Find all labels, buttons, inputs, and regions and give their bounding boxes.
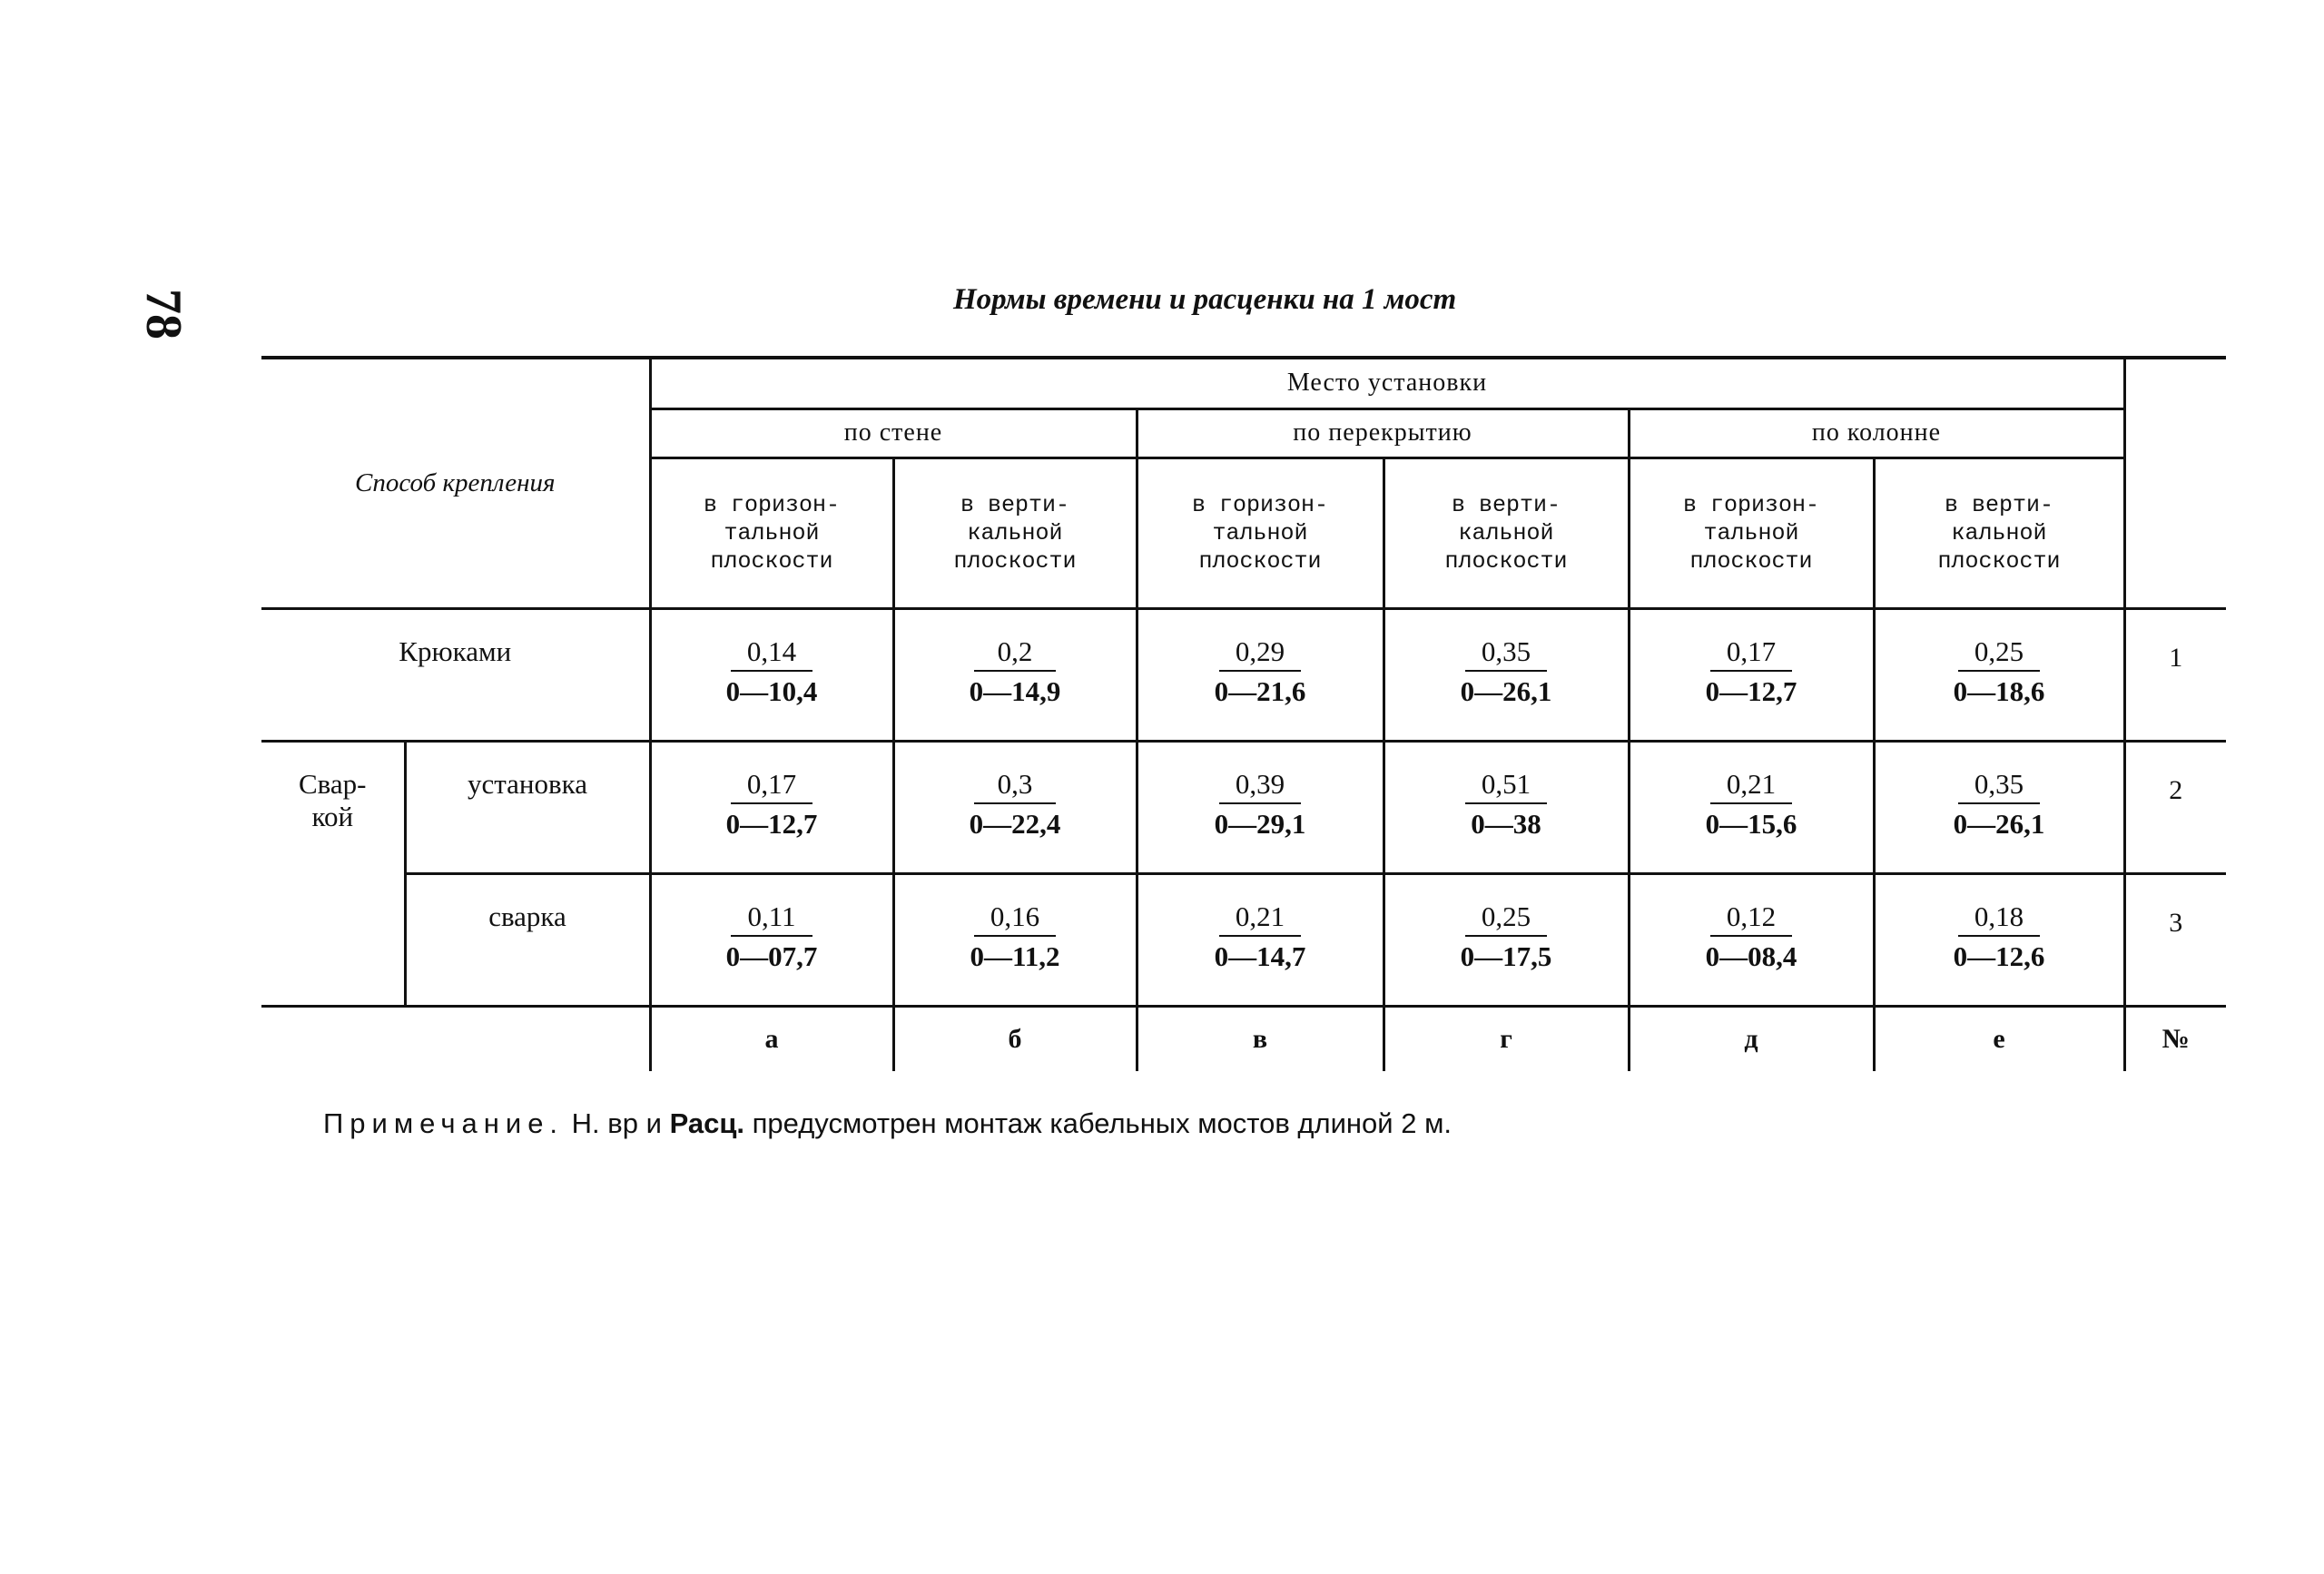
table-cell bbox=[1629, 741, 1874, 873]
table-cell bbox=[650, 608, 893, 741]
rate: 0—11,2 bbox=[970, 939, 1060, 972]
subheader-horizontal: в горизон- тальной плоскости bbox=[650, 457, 893, 608]
table-cell bbox=[893, 741, 1137, 873]
column-letter: г bbox=[1384, 1006, 1629, 1071]
table-cell bbox=[893, 873, 1137, 1006]
footnote bbox=[323, 1107, 1452, 1140]
table-cell bbox=[1384, 741, 1629, 873]
rate: 0—18,6 bbox=[1953, 674, 2045, 707]
rate: 0—17,5 bbox=[1460, 939, 1552, 972]
rate: 0—08,4 bbox=[1705, 939, 1797, 972]
table-cell bbox=[1629, 608, 1874, 741]
rate: 0—12,6 bbox=[1953, 939, 2045, 972]
time-norm: 0,17 bbox=[731, 768, 812, 804]
rate: 0—38 bbox=[1471, 807, 1541, 840]
table-row bbox=[261, 741, 2226, 873]
page-number: 78 bbox=[135, 289, 192, 339]
group-header-column: по колонне bbox=[1629, 408, 2124, 457]
table-cell bbox=[650, 741, 893, 873]
time-norm: 0,35 bbox=[1958, 768, 2040, 804]
row-label: установка bbox=[405, 741, 650, 873]
rate: 0—29,1 bbox=[1214, 807, 1306, 840]
rate: 0—15,6 bbox=[1705, 807, 1797, 840]
row-group-label: Свар- кой bbox=[261, 741, 405, 1006]
note-label: Примечание. bbox=[323, 1107, 565, 1139]
rate: 0—10,4 bbox=[725, 674, 818, 707]
rate: 0—12,7 bbox=[1705, 674, 1797, 707]
rate: 0—26,1 bbox=[1460, 674, 1552, 707]
time-norm: 0,21 bbox=[1219, 900, 1301, 937]
time-norm: 0,25 bbox=[1958, 635, 2040, 672]
table-cell bbox=[1137, 873, 1384, 1006]
column-letter: а bbox=[650, 1006, 893, 1071]
note-abbr-time: Н. вр bbox=[571, 1107, 638, 1139]
column-letter: в bbox=[1137, 1006, 1384, 1071]
number-header: № bbox=[2124, 1006, 2226, 1071]
table-cell bbox=[650, 873, 893, 1006]
table-cell bbox=[893, 608, 1137, 741]
table-cell bbox=[1384, 608, 1629, 741]
group-header-ceiling: по перекрытию bbox=[1137, 408, 1629, 457]
time-norm: 0,18 bbox=[1958, 900, 2040, 937]
time-norm: 0,11 bbox=[731, 900, 812, 937]
blank-cell bbox=[261, 1006, 650, 1071]
number-header-blank bbox=[2124, 358, 2226, 608]
time-norm: 0,14 bbox=[731, 635, 812, 672]
subheader-horizontal: в горизон- тальной плоскости bbox=[1137, 457, 1384, 608]
table-cell bbox=[1874, 608, 2124, 741]
column-letter: б bbox=[893, 1006, 1137, 1071]
time-norm: 0,51 bbox=[1465, 768, 1547, 804]
table-title: Нормы времени и расценки на 1 мост bbox=[953, 283, 1457, 316]
note-text: предусмотрен монтаж кабельных мостов длиной 2 м. bbox=[752, 1107, 1452, 1139]
table-cell bbox=[1137, 741, 1384, 873]
method-header: Способ крепления bbox=[261, 358, 650, 608]
table-cell bbox=[1384, 873, 1629, 1006]
time-norm: 0,25 bbox=[1465, 900, 1547, 937]
rate: 0—26,1 bbox=[1953, 807, 2045, 840]
table-cell bbox=[1874, 873, 2124, 1006]
note-connector: и bbox=[645, 1107, 662, 1139]
row-label: сварка bbox=[405, 873, 650, 1006]
subheader-vertical: в верти- кальной плоскости bbox=[1384, 457, 1629, 608]
subheader-vertical: в верти- кальной плоскости bbox=[1874, 457, 2124, 608]
time-norm: 0,17 bbox=[1710, 635, 1792, 672]
rate: 0—14,7 bbox=[1214, 939, 1306, 972]
time-norm: 0,21 bbox=[1710, 768, 1792, 804]
table-row bbox=[261, 873, 2226, 1006]
time-norm: 0,29 bbox=[1219, 635, 1301, 672]
row-number: 1 bbox=[2124, 608, 2226, 741]
time-norm: 0,39 bbox=[1219, 768, 1301, 804]
row-number: 3 bbox=[2124, 873, 2226, 1006]
table-cell bbox=[1874, 741, 2124, 873]
column-letter: е bbox=[1874, 1006, 2124, 1071]
note-abbr-rate: Расц. bbox=[669, 1107, 744, 1139]
table-cell bbox=[1629, 873, 1874, 1006]
time-norm: 0,16 bbox=[974, 900, 1056, 937]
rate: 0—12,7 bbox=[725, 807, 818, 840]
time-norm: 0,12 bbox=[1710, 900, 1792, 937]
rate: 0—07,7 bbox=[725, 939, 818, 972]
row-number: 2 bbox=[2124, 741, 2226, 873]
subheader-horizontal: в горизон- тальной плоскости bbox=[1629, 457, 1874, 608]
subheader-vertical: в верти- кальной плоскости bbox=[893, 457, 1137, 608]
rate: 0—21,6 bbox=[1214, 674, 1306, 707]
row-label: Крюками bbox=[261, 608, 650, 741]
time-norm: 0,3 bbox=[974, 768, 1056, 804]
table-row bbox=[261, 608, 2226, 741]
rate: 0—22,4 bbox=[969, 807, 1061, 840]
location-header: Место установки bbox=[650, 358, 2124, 408]
rate: 0—14,9 bbox=[969, 674, 1061, 707]
time-norm: 0,2 bbox=[974, 635, 1056, 672]
norms-table bbox=[261, 356, 2226, 1071]
group-header-wall: по стене bbox=[650, 408, 1137, 457]
column-letters-row bbox=[261, 1006, 2226, 1071]
time-norm: 0,35 bbox=[1465, 635, 1547, 672]
table-cell bbox=[1137, 608, 1384, 741]
column-letter: д bbox=[1629, 1006, 1874, 1071]
